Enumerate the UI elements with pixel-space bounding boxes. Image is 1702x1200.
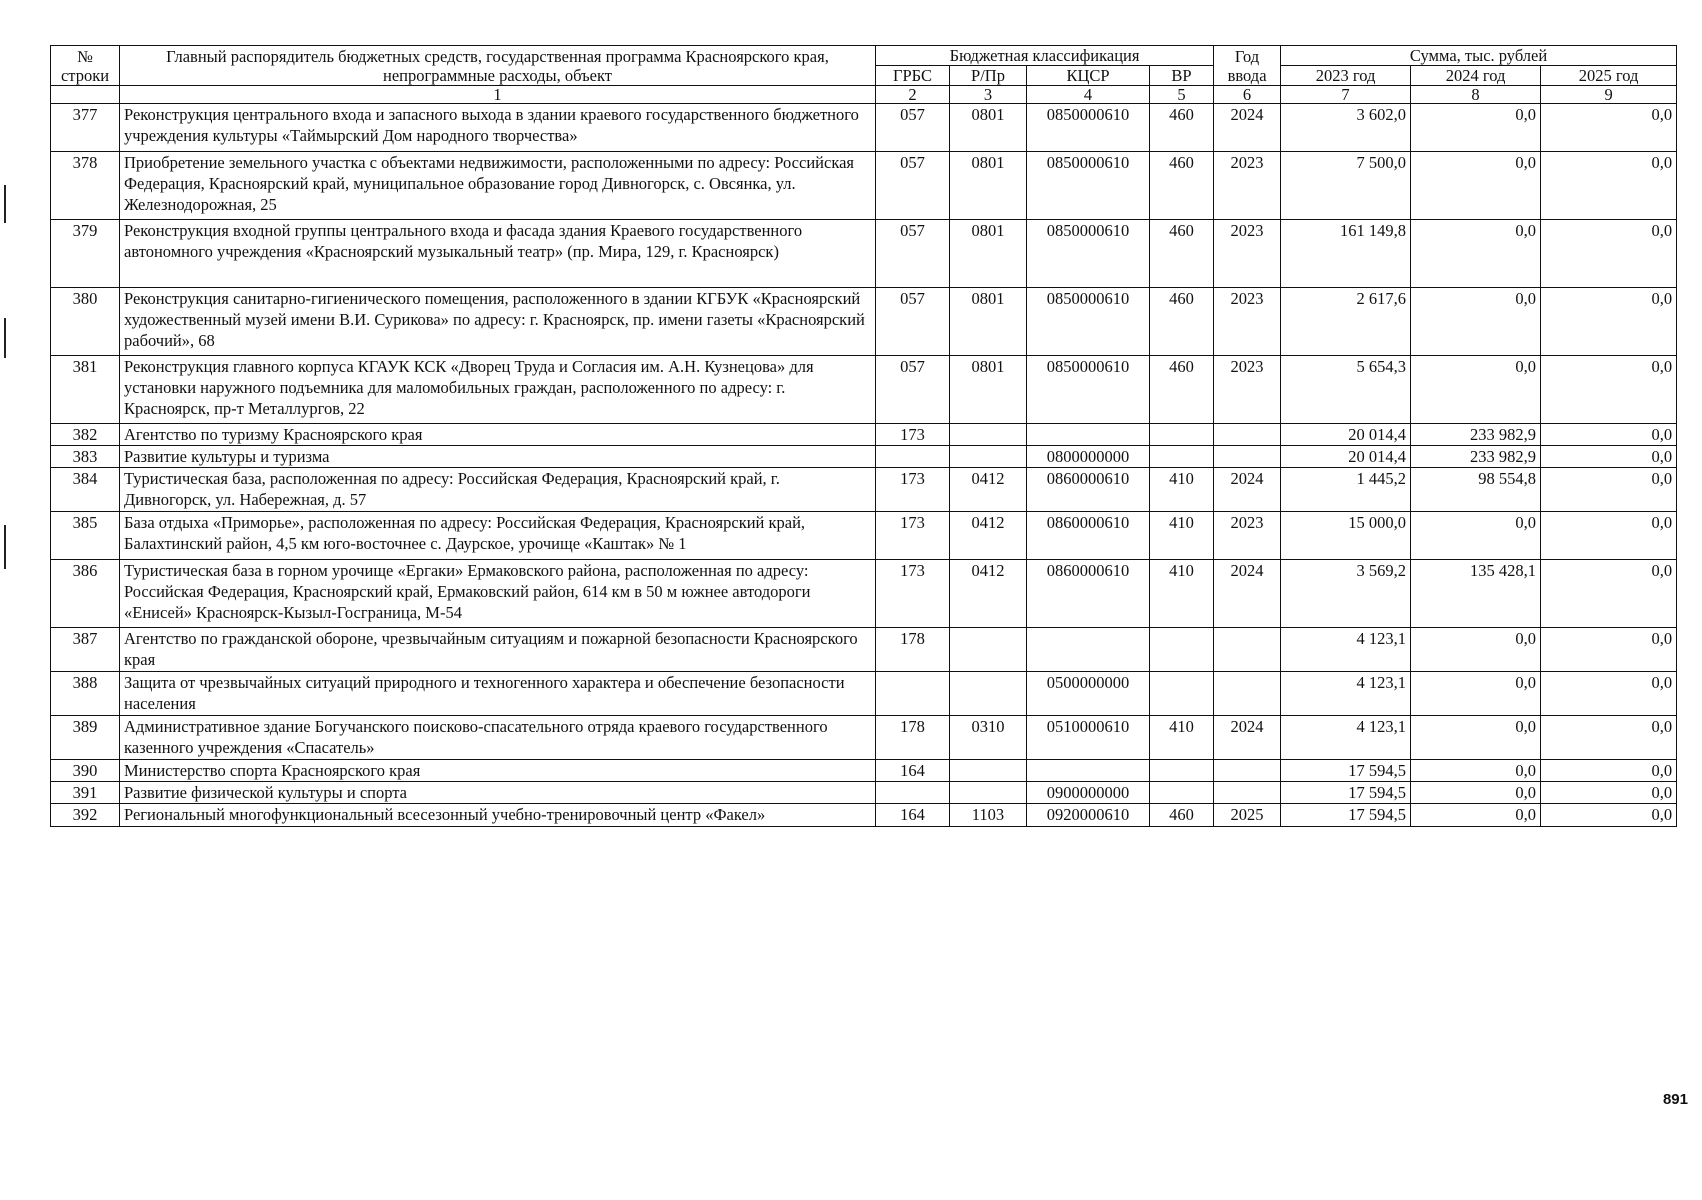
column-number: 1 <box>120 86 876 104</box>
column-number: 6 <box>1214 86 1281 104</box>
sum-2023: 3 602,0 <box>1281 104 1411 152</box>
vr-code: 460 <box>1150 104 1214 152</box>
sum-2024: 0,0 <box>1411 104 1541 152</box>
commission-year: 2024 <box>1214 560 1281 628</box>
grbs-code: 173 <box>876 468 950 512</box>
commission-year: 2024 <box>1214 104 1281 152</box>
column-number: 7 <box>1281 86 1411 104</box>
row-description: Региональный многофункциональный всесезонный учебно-тренировочный центр «Факел» <box>120 804 876 827</box>
sum-2025: 0,0 <box>1541 104 1677 152</box>
row-number: 389 <box>51 716 120 760</box>
kcsr-code: 0800000000 <box>1027 446 1150 468</box>
sum-2025: 0,0 <box>1541 152 1677 220</box>
row-number: 384 <box>51 468 120 512</box>
table-row <box>51 152 1677 220</box>
commission-year: 2023 <box>1214 356 1281 424</box>
sum-2024: 0,0 <box>1411 760 1541 782</box>
sum-2024: 233 982,9 <box>1411 424 1541 446</box>
sum-2025: 0,0 <box>1541 672 1677 716</box>
kcsr-code <box>1027 628 1150 672</box>
sum-2024: 0,0 <box>1411 716 1541 760</box>
vr-code: 460 <box>1150 356 1214 424</box>
rpr-code: 0412 <box>950 512 1027 560</box>
rpr-code: 0801 <box>950 356 1027 424</box>
kcsr-code: 0920000610 <box>1027 804 1150 827</box>
column-number: 3 <box>950 86 1027 104</box>
vr-code: 410 <box>1150 560 1214 628</box>
sum-2024: 0,0 <box>1411 672 1541 716</box>
vr-code <box>1150 446 1214 468</box>
grbs-code: 164 <box>876 760 950 782</box>
grbs-code: 178 <box>876 628 950 672</box>
col-header-year: Год ввода <box>1214 46 1281 86</box>
kcsr-code <box>1027 424 1150 446</box>
row-description: Туристическая база, расположенная по адресу: Российская Федерация, Красноярский край, г. Дивногорск, ул. Набережная, д. 57 <box>120 468 876 512</box>
column-number: 4 <box>1027 86 1150 104</box>
row-number: 390 <box>51 760 120 782</box>
sum-2023: 5 654,3 <box>1281 356 1411 424</box>
sum-2023: 17 594,5 <box>1281 804 1411 827</box>
vr-code <box>1150 760 1214 782</box>
column-number: 8 <box>1411 86 1541 104</box>
sum-2024: 98 554,8 <box>1411 468 1541 512</box>
kcsr-code: 0860000610 <box>1027 512 1150 560</box>
sum-2024: 0,0 <box>1411 628 1541 672</box>
commission-year: 2025 <box>1214 804 1281 827</box>
kcsr-code: 0900000000 <box>1027 782 1150 804</box>
row-number: 382 <box>51 424 120 446</box>
sum-2023: 4 123,1 <box>1281 672 1411 716</box>
vr-code <box>1150 628 1214 672</box>
commission-year: 2023 <box>1214 512 1281 560</box>
row-description: Реконструкция санитарно-гигиенического помещения, расположенного в здании КГБУК «Красноярский художественный музей имени В.И. Сурикова» по адресу: г. Красноярск, пр. имени газеты «Красноярский рабочий», 68 <box>120 288 876 356</box>
scan-mark-2 <box>4 318 6 358</box>
column-number: 2 <box>876 86 950 104</box>
sum-2025: 0,0 <box>1541 446 1677 468</box>
row-description: Развитие культуры и туризма <box>120 446 876 468</box>
table-row <box>51 220 1677 288</box>
row-description: Реконструкция главного корпуса КГАУК КСК «Дворец Труда и Согласия им. А.Н. Кузнецова» для установки наружного подъемника для маломобильных граждан, расположенного по адресу: г. Красноярск, пр-т Металлургов, 22 <box>120 356 876 424</box>
vr-code: 460 <box>1150 288 1214 356</box>
col-header-rpr: Р/Пр <box>950 66 1027 86</box>
row-number: 380 <box>51 288 120 356</box>
row-description: База отдыха «Приморье», расположенная по адресу: Российская Федерация, Красноярский край, Балахтинский район, 4,5 км юго-восточнее с. Даурское, урочище «Каштак» № 1 <box>120 512 876 560</box>
sum-2025: 0,0 <box>1541 804 1677 827</box>
sum-2025: 0,0 <box>1541 512 1677 560</box>
grbs-code <box>876 446 950 468</box>
table-row <box>51 560 1677 628</box>
sum-2023: 20 014,4 <box>1281 424 1411 446</box>
row-number: 387 <box>51 628 120 672</box>
commission-year: 2023 <box>1214 220 1281 288</box>
sum-2025: 0,0 <box>1541 220 1677 288</box>
col-header-grbs: ГРБС <box>876 66 950 86</box>
table-row <box>51 782 1677 804</box>
table-row <box>51 628 1677 672</box>
sum-2025: 0,0 <box>1541 424 1677 446</box>
grbs-code: 057 <box>876 220 950 288</box>
commission-year <box>1214 446 1281 468</box>
sum-2025: 0,0 <box>1541 468 1677 512</box>
sum-2025: 0,0 <box>1541 288 1677 356</box>
table-row <box>51 672 1677 716</box>
grbs-code <box>876 782 950 804</box>
rpr-code: 0801 <box>950 288 1027 356</box>
rpr-code <box>950 628 1027 672</box>
rpr-code <box>950 782 1027 804</box>
rpr-code <box>950 672 1027 716</box>
sum-2025: 0,0 <box>1541 716 1677 760</box>
commission-year: 2024 <box>1214 468 1281 512</box>
col-header-name: Главный распорядитель бюджетных средств, государственная программа Красноярского края, непрограммные расходы, объект <box>120 46 876 86</box>
kcsr-code: 0510000610 <box>1027 716 1150 760</box>
kcsr-code: 0860000610 <box>1027 560 1150 628</box>
col-header-sum: Сумма, тыс. рублей <box>1281 46 1677 66</box>
row-description: Министерство спорта Красноярского края <box>120 760 876 782</box>
row-number: 377 <box>51 104 120 152</box>
rpr-code <box>950 446 1027 468</box>
sum-2023: 15 000,0 <box>1281 512 1411 560</box>
row-number: 386 <box>51 560 120 628</box>
rpr-code: 0412 <box>950 560 1027 628</box>
row-description: Развитие физической культуры и спорта <box>120 782 876 804</box>
row-number: 381 <box>51 356 120 424</box>
col-header-2025: 2025 год <box>1541 66 1677 86</box>
table-row <box>51 760 1677 782</box>
commission-year: 2024 <box>1214 716 1281 760</box>
sum-2023: 20 014,4 <box>1281 446 1411 468</box>
vr-code: 460 <box>1150 152 1214 220</box>
rpr-code: 0801 <box>950 220 1027 288</box>
vr-code: 460 <box>1150 220 1214 288</box>
column-number <box>51 86 120 104</box>
vr-code: 460 <box>1150 804 1214 827</box>
rpr-code: 1103 <box>950 804 1027 827</box>
row-description: Агентство по туризму Красноярского края <box>120 424 876 446</box>
rpr-code: 0801 <box>950 104 1027 152</box>
row-description: Приобретение земельного участка с объектами недвижимости, расположенными по адресу: Российская Федерация, Красноярский край, муниципальное образование город Дивногорск, с. Овсянка, ул. Железнодорожная, 25 <box>120 152 876 220</box>
col-header-vr: ВР <box>1150 66 1214 86</box>
row-number: 388 <box>51 672 120 716</box>
row-description: Туристическая база в горном урочище «Ергаки» Ермаковского района, расположенная по адресу: Российская Федерация, Красноярский край, Ермаковский район, 614 км в 50 м южнее автодороги «Енисей» Красноярск-Кызыл-Госграница, М-54 <box>120 560 876 628</box>
commission-year <box>1214 424 1281 446</box>
commission-year <box>1214 628 1281 672</box>
grbs-code <box>876 672 950 716</box>
sum-2023: 4 123,1 <box>1281 716 1411 760</box>
vr-code <box>1150 672 1214 716</box>
grbs-code: 057 <box>876 288 950 356</box>
row-description: Реконструкция входной группы центрального входа и фасада здания Краевого государственного автономного учреждения «Красноярский музыкальный театр» (пр. Мира, 129, г. Красноярск) <box>120 220 876 288</box>
row-number: 392 <box>51 804 120 827</box>
kcsr-code <box>1027 760 1150 782</box>
vr-code <box>1150 782 1214 804</box>
row-number: 378 <box>51 152 120 220</box>
sum-2024: 233 982,9 <box>1411 446 1541 468</box>
grbs-code: 164 <box>876 804 950 827</box>
page-number: 891 <box>1662 1091 1688 1108</box>
table-row <box>51 104 1677 152</box>
sum-2024: 0,0 <box>1411 152 1541 220</box>
column-number-row <box>51 86 1677 104</box>
row-description: Агентство по гражданской обороне, чрезвычайным ситуациям и пожарной безопасности Красноярского края <box>120 628 876 672</box>
grbs-code: 057 <box>876 152 950 220</box>
grbs-code: 173 <box>876 512 950 560</box>
row-description: Реконструкция центрального входа и запасного выхода в здании краевого государственного бюджетного учреждения культуры «Таймырский Дом народного творчества» <box>120 104 876 152</box>
row-description: Административное здание Богучанского поисково-спасательного отряда краевого государственного казенного учреждения «Спасатель» <box>120 716 876 760</box>
kcsr-code: 0500000000 <box>1027 672 1150 716</box>
sum-2023: 17 594,5 <box>1281 760 1411 782</box>
sum-2023: 4 123,1 <box>1281 628 1411 672</box>
kcsr-code: 0860000610 <box>1027 468 1150 512</box>
row-description: Защита от чрезвычайных ситуаций природного и техногенного характера и обеспечение безопасности населения <box>120 672 876 716</box>
commission-year <box>1214 782 1281 804</box>
sum-2025: 0,0 <box>1541 560 1677 628</box>
rpr-code <box>950 760 1027 782</box>
sum-2024: 135 428,1 <box>1411 560 1541 628</box>
rpr-code: 0310 <box>950 716 1027 760</box>
sum-2025: 0,0 <box>1541 760 1677 782</box>
sum-2024: 0,0 <box>1411 356 1541 424</box>
col-header-num: № строки <box>51 46 120 86</box>
row-number: 385 <box>51 512 120 560</box>
row-number: 383 <box>51 446 120 468</box>
sum-2023: 7 500,0 <box>1281 152 1411 220</box>
kcsr-code: 0850000610 <box>1027 288 1150 356</box>
row-number: 391 <box>51 782 120 804</box>
table-row <box>51 288 1677 356</box>
scan-mark-1 <box>4 185 6 223</box>
sum-2024: 0,0 <box>1411 220 1541 288</box>
sum-2025: 0,0 <box>1541 356 1677 424</box>
sum-2024: 0,0 <box>1411 512 1541 560</box>
table-body <box>51 104 1677 827</box>
table-row <box>51 716 1677 760</box>
scan-mark-3 <box>4 525 6 569</box>
commission-year <box>1214 672 1281 716</box>
kcsr-code: 0850000610 <box>1027 104 1150 152</box>
table-row <box>51 424 1677 446</box>
grbs-code: 057 <box>876 356 950 424</box>
sum-2024: 0,0 <box>1411 782 1541 804</box>
sum-2024: 0,0 <box>1411 804 1541 827</box>
col-header-kcsr: КЦСР <box>1027 66 1150 86</box>
rpr-code: 0801 <box>950 152 1027 220</box>
sum-2023: 17 594,5 <box>1281 782 1411 804</box>
vr-code: 410 <box>1150 512 1214 560</box>
commission-year: 2023 <box>1214 152 1281 220</box>
table-row <box>51 804 1677 827</box>
col-header-2023: 2023 год <box>1281 66 1411 86</box>
sum-2025: 0,0 <box>1541 628 1677 672</box>
sum-2023: 161 149,8 <box>1281 220 1411 288</box>
grbs-code: 173 <box>876 424 950 446</box>
column-number: 9 <box>1541 86 1677 104</box>
grbs-code: 178 <box>876 716 950 760</box>
table-row <box>51 356 1677 424</box>
sum-2024: 0,0 <box>1411 288 1541 356</box>
grbs-code: 173 <box>876 560 950 628</box>
table-header <box>51 46 1677 104</box>
sum-2023: 2 617,6 <box>1281 288 1411 356</box>
sum-2025: 0,0 <box>1541 782 1677 804</box>
grbs-code: 057 <box>876 104 950 152</box>
kcsr-code: 0850000610 <box>1027 152 1150 220</box>
kcsr-code: 0850000610 <box>1027 356 1150 424</box>
col-header-2024: 2024 год <box>1411 66 1541 86</box>
table-row <box>51 468 1677 512</box>
table-row <box>51 512 1677 560</box>
row-number: 379 <box>51 220 120 288</box>
commission-year <box>1214 760 1281 782</box>
kcsr-code: 0850000610 <box>1027 220 1150 288</box>
vr-code: 410 <box>1150 716 1214 760</box>
vr-code <box>1150 424 1214 446</box>
table-row <box>51 446 1677 468</box>
sum-2023: 3 569,2 <box>1281 560 1411 628</box>
commission-year: 2023 <box>1214 288 1281 356</box>
vr-code: 410 <box>1150 468 1214 512</box>
budget-table <box>50 45 1677 827</box>
col-header-budget-class: Бюджетная классификация <box>876 46 1214 66</box>
rpr-code <box>950 424 1027 446</box>
sum-2023: 1 445,2 <box>1281 468 1411 512</box>
rpr-code: 0412 <box>950 468 1027 512</box>
column-number: 5 <box>1150 86 1214 104</box>
